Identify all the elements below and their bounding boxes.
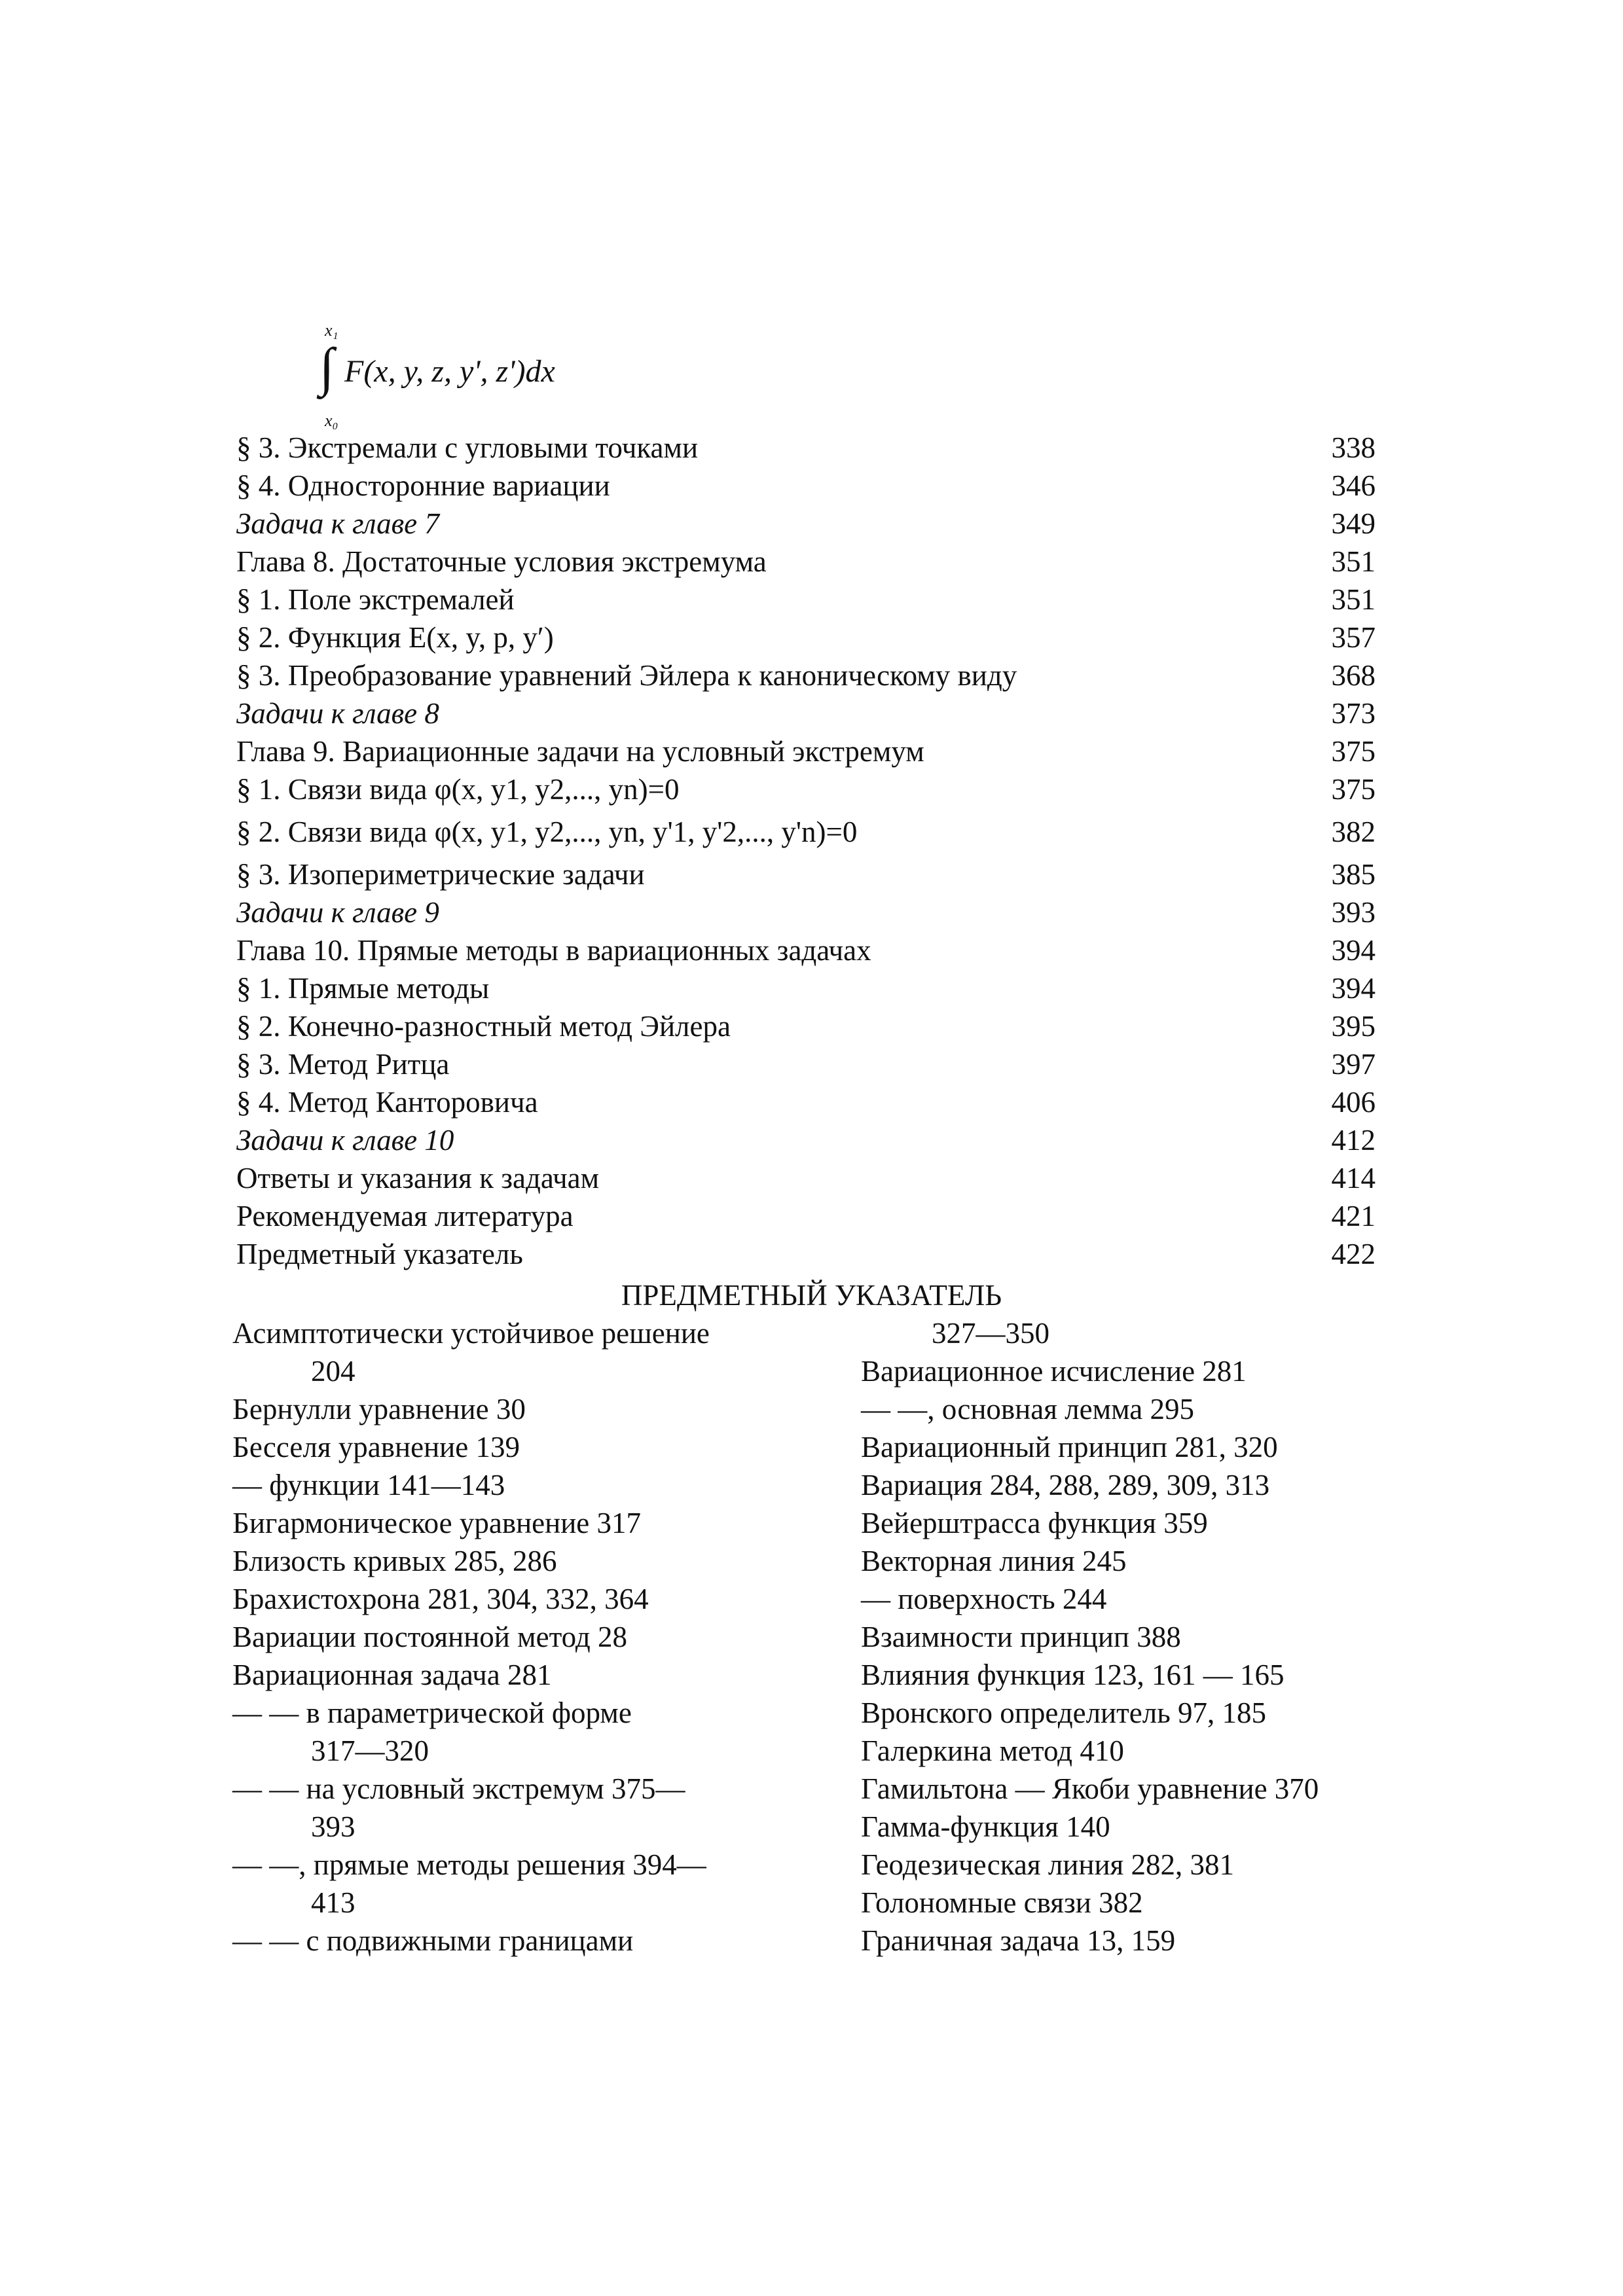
index-entry: Вариационный принцип 281, 320 [861, 1431, 1278, 1463]
toc-page: 349 [1331, 507, 1376, 540]
index-entry: 204 [311, 1355, 356, 1388]
toc-page: 394 [1331, 972, 1376, 1005]
toc-title: Задачи к главе 10 [236, 1124, 454, 1157]
toc-row [236, 1197, 1376, 1235]
index-entry: Голономные связи 382 [861, 1886, 1143, 1919]
index-entry: Граничная задача 13, 159 [861, 1924, 1176, 1957]
index-entry: Взаимности принцип 388 [861, 1621, 1181, 1653]
index-column-right [861, 1314, 1450, 1960]
toc-page: 373 [1331, 697, 1376, 730]
index-entry: — —, прямые методы решения 394— [232, 1848, 706, 1881]
toc-page: 338 [1331, 431, 1376, 464]
index-entry: Галеркина метод 410 [861, 1734, 1124, 1767]
toc-row [236, 505, 1376, 543]
toc-row [236, 1083, 1376, 1121]
toc-row [236, 619, 1376, 656]
integrand: F(x, y, z, y', z')dx [344, 354, 555, 389]
toc-page: 393 [1331, 896, 1376, 929]
toc-title: § 1. Прямые методы [236, 972, 490, 1005]
index-entry: Влияния функция 123, 161 — 165 [861, 1659, 1285, 1691]
toc-title: § 2. Функция E(x, y, p, y′) [236, 621, 554, 654]
index-entry: Близость кривых 285, 286 [232, 1545, 557, 1577]
integral-formula [314, 321, 681, 432]
toc-title: § 1. Связи вида φ(x, y1, y2,..., yn)=0 [236, 773, 680, 806]
toc-page: 406 [1331, 1086, 1376, 1119]
toc-row [236, 893, 1376, 931]
toc-page: 351 [1331, 545, 1376, 578]
toc-row [236, 969, 1376, 1007]
toc-row [236, 1007, 1376, 1045]
index-entry: Вариационная задача 281 [232, 1659, 552, 1691]
index-column-left [232, 1314, 861, 1960]
integral-lower-limit: x₀ [325, 411, 338, 430]
index-entry: Вариация 284, 288, 289, 309, 313 [861, 1469, 1270, 1501]
toc-title: § 3. Преобразование уравнений Эйлера к каноническому виду [236, 659, 1017, 692]
index-entry: 327—350 [932, 1317, 1049, 1350]
toc-page: 421 [1331, 1200, 1376, 1232]
toc-row [236, 1045, 1376, 1083]
integral-upper-limit: x₁ [325, 321, 338, 340]
index-entry: 393 [311, 1810, 356, 1843]
toc-title: § 2. Конечно-разностный метод Эйлера [236, 1010, 731, 1043]
toc-page: 382 [1331, 816, 1376, 848]
table-of-contents [236, 429, 1376, 1273]
index-entry: — поверхность 244 [861, 1583, 1107, 1615]
index-entry: Вейерштрасса функция 359 [861, 1507, 1208, 1539]
toc-title: § 3. Экстремали с угловыми точками [236, 431, 699, 464]
toc-page: 368 [1331, 659, 1376, 692]
toc-row [236, 732, 1376, 770]
index-entry: Гамильтона — Якоби уравнение 370 [861, 1772, 1319, 1805]
toc-row [236, 1159, 1376, 1197]
index-entry: Вронского определитель 97, 185 [861, 1696, 1266, 1729]
toc-row [236, 467, 1376, 505]
toc-title: § 4. Метод Канторовича [236, 1086, 538, 1119]
toc-title: Рекомендуемая литература [236, 1200, 574, 1232]
toc-row [236, 808, 1376, 855]
toc-page: 395 [1331, 1010, 1376, 1043]
toc-page: 422 [1331, 1238, 1376, 1270]
index-entry: Векторная линия 245 [861, 1545, 1127, 1577]
toc-row [236, 855, 1376, 893]
toc-title: Предметный указатель [236, 1238, 523, 1270]
toc-row [236, 931, 1376, 969]
toc-title: § 3. Метод Ритца [236, 1048, 450, 1081]
toc-title: § 2. Связи вида φ(x, y1, y2,..., yn, y'1, y'2,..., y'n)=0 [236, 816, 858, 848]
toc-title: Глава 9. Вариационные задачи на условный экстремум [236, 735, 924, 768]
index-entry: 413 [311, 1886, 356, 1919]
index-entry: Вариации постоянной метод 28 [232, 1621, 627, 1653]
toc-row [236, 581, 1376, 619]
index-entry: — — с подвижными границами [232, 1924, 634, 1957]
toc-title: Задачи к главе 8 [236, 697, 439, 730]
index-entry: Бернулли уравнение 30 [232, 1393, 526, 1426]
index-entry: Брахистохрона 281, 304, 332, 364 [232, 1583, 649, 1615]
toc-row [236, 1235, 1376, 1273]
toc-page: 346 [1331, 469, 1376, 502]
toc-page: 375 [1331, 735, 1376, 768]
index-entry: — —, основная лемма 295 [861, 1393, 1194, 1426]
index-entry: Геодезическая линия 282, 381 [861, 1848, 1234, 1881]
toc-page: 394 [1331, 934, 1376, 967]
toc-title: § 3. Изопериметрические задачи [236, 858, 645, 891]
index-entry: Бесселя уравнение 139 [232, 1431, 520, 1463]
toc-row [236, 429, 1376, 467]
toc-page: 351 [1331, 583, 1376, 616]
index-entry: Асимптотически устойчивое решение [232, 1317, 710, 1350]
index-entry: Гамма-функция 140 [861, 1810, 1110, 1843]
toc-page: 385 [1331, 858, 1376, 891]
toc-title: Ответы и указания к задачам [236, 1162, 600, 1194]
index-entry: — — на условный экстремум 375— [232, 1772, 685, 1805]
toc-title: Глава 10. Прямые методы в вариационных задачах [236, 934, 871, 967]
toc-row [236, 694, 1376, 732]
toc-row [236, 770, 1376, 808]
toc-title: Глава 8. Достаточные условия экстремума [236, 545, 767, 578]
integral-sign: ∫ [319, 337, 335, 397]
index-entry: Бигармоническое уравнение 317 [232, 1507, 642, 1539]
index-entry: 317—320 [311, 1734, 429, 1767]
toc-page: 357 [1331, 621, 1376, 654]
index-entry: — функции 141—143 [232, 1469, 505, 1501]
toc-title: Задачи к главе 9 [236, 896, 439, 929]
toc-row [236, 656, 1376, 694]
toc-title: Задача к главе 7 [236, 507, 439, 540]
toc-row [236, 1121, 1376, 1159]
toc-page: 414 [1331, 1162, 1376, 1194]
toc-page: 412 [1331, 1124, 1376, 1157]
toc-title: § 1. Поле экстремалей [236, 583, 515, 616]
toc-page: 397 [1331, 1048, 1376, 1081]
index-entry: — — в параметрической форме [232, 1696, 632, 1729]
toc-row [236, 543, 1376, 581]
index-entry: Вариационное исчисление 281 [861, 1355, 1247, 1388]
index-heading: ПРЕДМЕТНЫЙ УКАЗАТЕЛЬ [621, 1279, 1002, 1312]
toc-title: § 4. Односторонние вариации [236, 469, 610, 502]
toc-page: 375 [1331, 773, 1376, 806]
